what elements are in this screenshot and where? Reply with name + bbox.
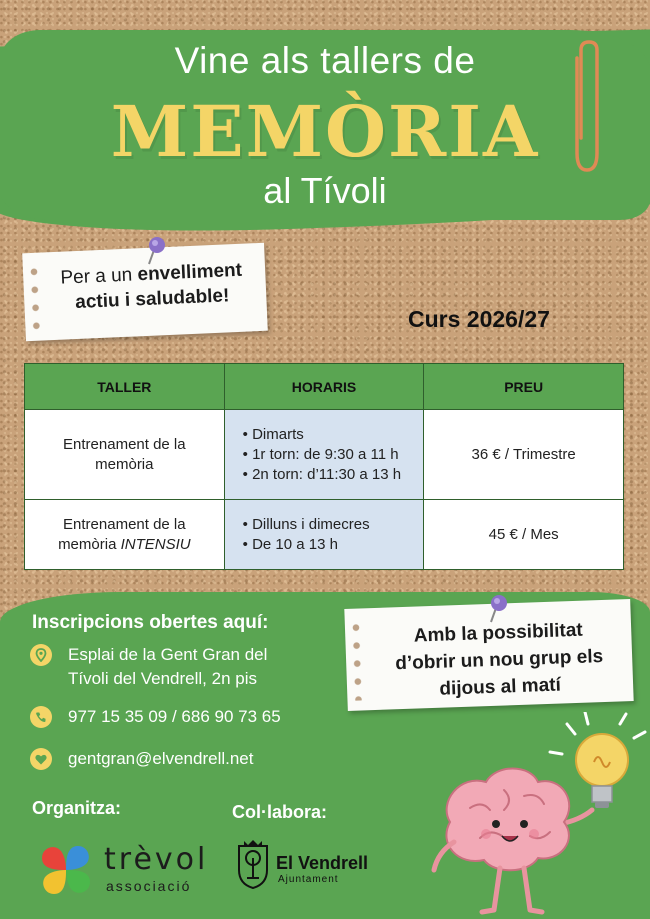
workshop-name-line2: memòria: [95, 455, 154, 473]
note-text-bold-1: envelliment: [137, 259, 243, 286]
hours-item: • 2n torn: d’11:30 a 13 h: [243, 465, 416, 485]
workshop-name-intensive: INTENSIU: [120, 535, 191, 553]
trevol-subtitle: associació: [106, 878, 192, 894]
contact-phone: [30, 705, 281, 729]
workshop-name-line1: Entrenament de la: [63, 515, 186, 533]
heart-icon: [30, 748, 52, 770]
note-text-bold-2: actiu i saludable!: [74, 285, 230, 314]
address-line-1: Esplai de la Gent Gran del: [68, 645, 268, 664]
organizer-title: Organitza:: [32, 798, 122, 818]
note-line-1: Amb la possibilitat: [413, 619, 584, 647]
location-pin-icon: [30, 644, 52, 666]
note-line-3: dijous al matí: [439, 674, 562, 700]
column-header-workshop: TALLER: [25, 364, 225, 410]
address-text: [68, 643, 267, 691]
brain-character-icon: [420, 712, 650, 919]
column-header-hours: HORARIS: [224, 364, 424, 410]
workshop-name-line1: Entrenament de la: [63, 435, 186, 453]
workshop-cell: [25, 500, 225, 570]
clover-logo-icon: [36, 840, 96, 900]
vendrell-shield-icon: [236, 838, 270, 890]
schedule-table: [24, 363, 624, 570]
pushpin-icon: [145, 236, 167, 266]
hours-cell: [224, 410, 424, 500]
hours-item: • De 10 a 13 h: [243, 535, 416, 555]
paperclip-icon: [565, 38, 605, 178]
email-link[interactable]: gentgran@elvendrell.net: [68, 749, 254, 768]
headline-line-3: al Tívoli: [263, 170, 387, 211]
address-line-2: Tívoli del Vendrell, 2n pis: [68, 669, 257, 688]
contact-address: [30, 643, 267, 691]
pushpin-icon: [487, 594, 509, 624]
hours-item: • 1r torn: de 9:30 a 11 h: [243, 445, 416, 465]
note-holes: [29, 263, 42, 331]
note-holes: [351, 618, 364, 700]
price-cell: 36 € / Trimestre: [424, 410, 624, 500]
headline-memoria: MEMÒRIA: [110, 90, 540, 173]
trevol-name: trèvol: [104, 842, 209, 877]
signup-title: Inscripcions obertes aquí:: [32, 612, 269, 633]
table-header-row: [25, 364, 624, 410]
workshop-name-line2: memòria: [58, 535, 121, 553]
table-row: [25, 410, 624, 500]
note-line-2: d’obrir un nou grup els: [394, 646, 604, 675]
hours-item: • Dilluns i dimecres: [243, 515, 416, 535]
hours-cell: [224, 500, 424, 570]
course-year: Curs 2026/27: [408, 306, 550, 332]
contact-email: [30, 747, 254, 771]
table-row: [25, 500, 624, 570]
column-header-price: PREU: [424, 364, 624, 410]
workshop-cell: [25, 410, 225, 500]
phone-icon: [30, 706, 52, 728]
price-cell: 45 € / Mes: [424, 500, 624, 570]
collaborator-title: Col·labora:: [232, 802, 328, 822]
phone-text[interactable]: 977 15 35 09 / 686 90 73 65: [68, 707, 281, 726]
vendrell-subtitle: Ajuntament: [278, 874, 339, 885]
hours-item: • Dimarts: [243, 425, 416, 445]
vendrell-name: El Vendrell: [276, 853, 369, 873]
note-text-normal: Per a un: [60, 264, 138, 289]
headline-line-1: Vine als tallers de: [174, 40, 476, 81]
